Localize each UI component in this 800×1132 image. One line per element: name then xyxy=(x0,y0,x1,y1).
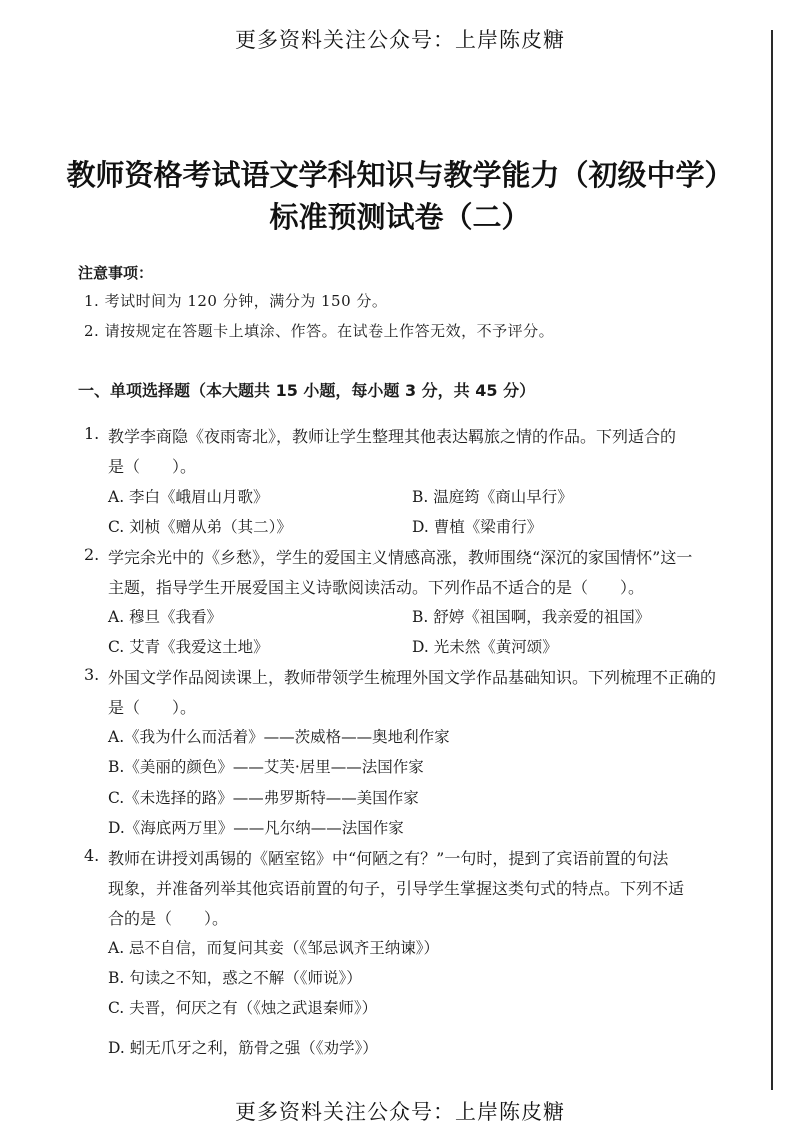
option-b: B. 句读之不知，惑之不解（《师说》） xyxy=(108,969,362,987)
question-text: 外国文学作品阅读课上，教师带领学生梳理外国文学作品基础知识。下列梳理不正确的 xyxy=(108,668,717,687)
option-b: B.《美丽的颜色》——艾芙·居里——法国作家 xyxy=(108,758,424,776)
option-d: D. 蚓无爪牙之利，筋骨之强（《劝学》） xyxy=(108,1039,378,1057)
question-text: 是（ ）。 xyxy=(108,457,197,476)
question-text: 教师在讲授刘禹锡的《陋室铭》中“何陋之有？”一句时，提到了宾语前置的句法 xyxy=(108,849,669,868)
question-text: 是（ ）。 xyxy=(108,698,197,717)
notice-item: 2. 请按规定在答题卡上填涂、作答。在试卷上作答无效，不予评分。 xyxy=(84,322,555,340)
option-a: A. 忌不自信，而复问其妾（《邹忌讽齐王纳谏》） xyxy=(108,939,440,957)
question-text: 学完余光中的《乡愁》，学生的爱国主义情感高涨，教师围绕“深沉的家国情怀”这一 xyxy=(108,548,693,567)
option-c: C. 艾青《我爱这土地》 xyxy=(108,638,269,656)
option-c: C. 刘桢《赠从弟（其二）》 xyxy=(108,518,292,536)
header-watermark: 更多资料关注公众号：上岸陈皮糖 xyxy=(235,28,565,52)
exam-title-line-1: 教师资格考试语文学科知识与教学能力（初级中学） xyxy=(66,158,734,192)
option-d: D.《海底两万里》——凡尔纳——法国作家 xyxy=(108,819,404,837)
option-a: A. 穆旦《我看》 xyxy=(108,608,223,626)
question-text: 教学李商隐《夜雨寄北》，教师让学生整理其他表达羁旅之情的作品。下列适合的 xyxy=(108,427,677,446)
section-heading: 一、单项选择题（本大题共 15 小题，每小题 3 分，共 45 分） xyxy=(78,381,536,400)
option-b: B. 舒婷《祖国啊，我亲爱的祖国》 xyxy=(412,608,651,626)
option-d: D. 曹植《梁甫行》 xyxy=(412,518,543,536)
question-text: 现象，并准备列举其他宾语前置的句子，引导学生掌握这类句式的特点。下列不适 xyxy=(108,879,685,898)
option-a: A. 李白《峨眉山月歌》 xyxy=(108,488,269,506)
notice-title: 注意事项： xyxy=(78,264,154,282)
question-text: 主题，指导学生开展爱国主义诗歌阅读活动。下列作品不适合的是（ ）。 xyxy=(108,578,645,597)
exam-title-line-2: 标准预测试卷（二） xyxy=(269,200,531,234)
question-number: 2. xyxy=(84,545,100,564)
question-number: 1. xyxy=(84,424,100,443)
option-d: D. 光未然《黄河颂》 xyxy=(412,638,558,656)
option-c: C.《未选择的路》——弗罗斯特——美国作家 xyxy=(108,789,419,807)
question-number: 3. xyxy=(84,665,100,684)
question-text: 合的是（ ）。 xyxy=(108,909,229,928)
notice-item: 1. 考试时间为 120 分钟，满分为 150 分。 xyxy=(84,292,388,310)
question-number: 4. xyxy=(84,846,100,865)
option-b: B. 温庭筠《商山早行》 xyxy=(412,488,573,506)
option-a: A.《我为什么而活着》——茨威格——奥地利作家 xyxy=(108,728,450,746)
option-c: C. 夫晋，何厌之有（《烛之武退秦师》） xyxy=(108,999,378,1017)
footer-watermark: 更多资料关注公众号：上岸陈皮糖 xyxy=(235,1100,565,1124)
